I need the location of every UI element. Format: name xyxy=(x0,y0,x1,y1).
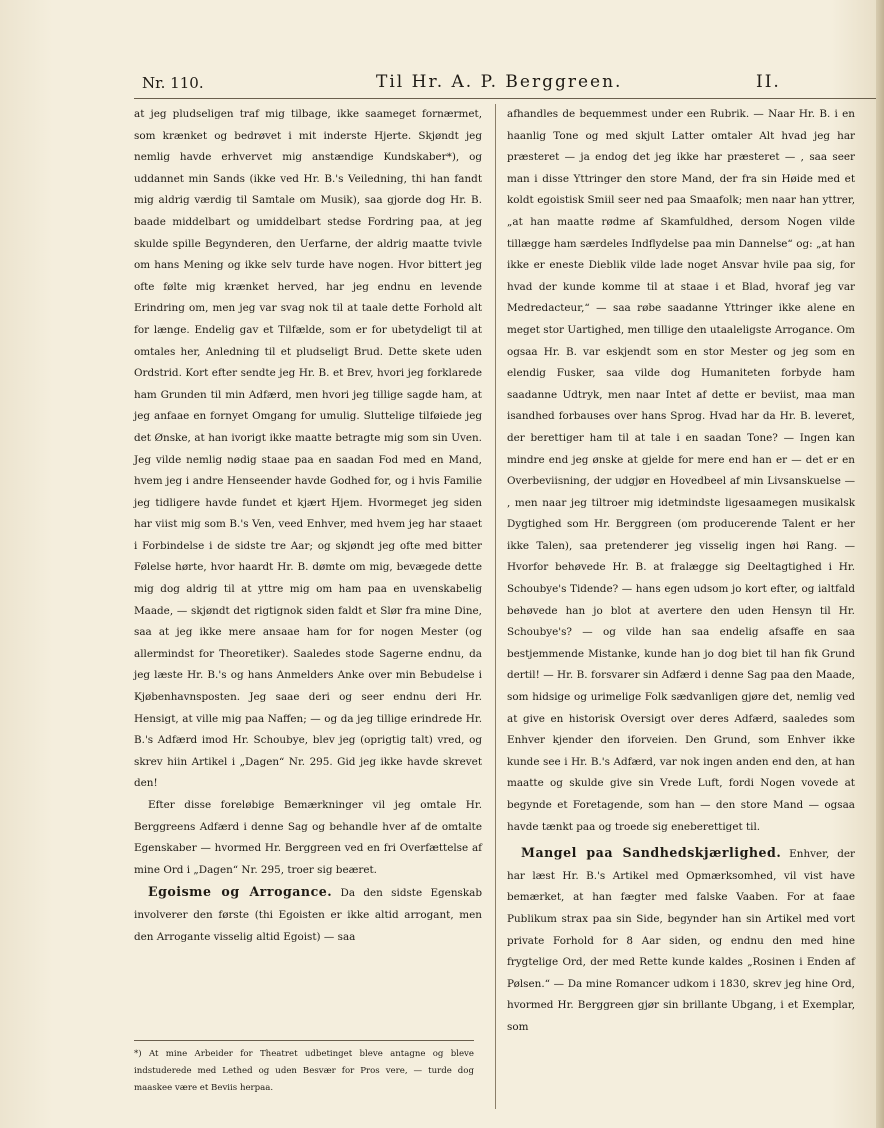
article-part-numeral: II. xyxy=(756,72,781,92)
section-text-sandhed: Enhver, der har læst Hr. B.'s Artikel med Opmærksomhed, vil vist have bemærket, at han fægter med falske Vaaben. For at faae Publikum strax paa sin Side, begynder han sin Artikel med vort private Forhold for 8 Aar siden, og endnu den med hine frygtelige Ord, der med Rette kunde kaldes „Rosinen i Enden af Pølsen.“ — Da mine Romancer udkom i 1830, skrev jeg hine Ord, hvormed Hr. Berggreen gjør sin brillante Ubgang, i et Exemplar, som xyxy=(507,848,855,1033)
left-column xyxy=(134,104,482,948)
left-paragraph-2: Efter disse foreløbige Bemærkninger vil jeg omtale Hr. Berggreens Adfærd i denne Sag og behandle hver af de omtalte Egenskaber — hvormed Hr. Berggreen ved en fri Overfættelse af mine Ord i „Dagen“ Nr. 295, troer sig beæret. xyxy=(134,799,482,876)
section-heading-sandhed: Mangel paa Sandhedskjærlighed. xyxy=(521,845,782,861)
article-title: Til Hr. A. P. Berggreen. xyxy=(376,72,623,92)
section-heading-egoisme: Egoisme og Arrogance. xyxy=(148,884,333,900)
page-edge xyxy=(876,0,884,1128)
footnote: *) At mine Arbeider for Theatret udbetinget bleve antagne og bleve indstuderede med Lethed og uden Besvær for Pros vere, — turde dog maaskee være et Beviis herpaa. xyxy=(134,1049,474,1093)
left-section xyxy=(134,881,482,948)
section-text-egoisme: Da den sidste Egenskab involverer den første (thi Egoisten er ikke altid arrogant, men den Arrogante visselig altid Egoist) — saa xyxy=(134,887,482,943)
right-section xyxy=(507,842,855,1038)
right-paragraph-1: afhandles de bequemmest under een Rubrik. — Naar Hr. B. i en haanlig Tone og med skjult Latter omtaler Alt hvad jeg har præsteret — ja endog det jeg ikke har præsteret — , saa seer man i disse Yttringer den store Mand, der fra sin Høide med et koldt egoistisk Smiil seer ned paa Smaafolk; men naar han yttrer, „at han maatte rødme af Skamfuldhed, dersom Nogen vilde tillægge ham særdeles Indflydelse paa min Dannelse“ og: „at han ikke er eneste Dieblik vilde lade noget Ansvar hvile paa sig, for hvad der kunde komme til at staae i et Blad, hvoraf jeg var Medredacteur,“ — saa røbe saadanne Yttringer ikke alene en meget stor Uartighed, men tillige den utaaleligste Arrogance. Om ogsaa Hr. B. var eskjendt som en stor Mester og jeg som en elendig Fusker, saa vilde dog Humaniteten forbyde ham saadanne Udtryk, men naar Intet af dette er beviist, maa man isandhed forbauses over hans Sprog. Hvad har da Hr. B. leveret, der berettiger ham til at tale i en saadan Tone? — Ingen kan mindre end jeg ønske at gjelde for mere end han er — det er en Overbeviisning, der udgjør en Hovedbeel af min Livsanskuelse — , men naar jeg tiltroer mig idetmindste ligesaamegen musikalsk Dygtighed som Hr. Berggreen (om producerende Talent er her ikke Talen), saa pretenderer jeg visselig ingen høi Rang. — Hvorfor behøvede Hr. B. at fralægge sig Deeltagtighed i Hr. Schoubye's Tidende? — hans egen udsom jo kort efter, og ialtfald behøvede han jo blot at avertere den uden Hensyn til Hr. Schoubye's? — og vilde han saa endelig afsaffe en saa bestjemmende Mistanke, kunde han jo dog biet til han fik Grund dertil! — Hr. B. forsvarer sin Adfærd i denne Sag paa den Maade, som hidsige og urimelige Folk sædvanligen gjøre det, nemlig ved at give en historisk Oversigt over deres Adfærd, saaledes som Enhver kjender den iforveien. Den Grund, som Enhver ikke kunde see i Hr. B.'s Adfærd, var nok ingen anden end den, at han maatte og skulde give sin Vrede Luft, fordi Nogen vovede at begynde et Foretagende, som han — den store Mand — ogsaa havde tænkt paa og troede sig eneberettiget til. xyxy=(507,108,856,833)
issue-number: Nr. 110. xyxy=(142,74,204,92)
page-header xyxy=(118,68,878,98)
right-column xyxy=(507,104,855,1039)
footnote-rule xyxy=(134,1040,474,1041)
left-paragraph-1: at jeg pludseligen traf mig tilbage, ikke saameget fornærmet, som krænket og bedrøvet i mit inderste Hjerte. Skjøndt jeg nemlig havde erhvervet mig anstændige Kundskaber*), og uddannet min Sands (ikke ved Hr. B.'s Veiledning, thi han fandt mig aldrig værdig til Samtale om Musik), saa gjorde dog Hr. B. baade middelbart og umiddelbart stedse Fordring paa, at jeg skulde spille Begynderen, den Uerfarne, der aldrig maatte tvivle om hans Mening og ikke selv turde have nogen. Hvor bittert jeg ofte følte mig krænket herved, har jeg endnu en levende Erindring om, men jeg var svag nok til at taale dette Forhold alt for længe. Endelig gav et Tilfælde, som er for ubetydeligt til at omtales her, Anledning til et pludseligt Brud. Dette skete uden Ordstrid. Kort efter sendte jeg Hr. B. et Brev, hvori jeg forklarede ham Grunden til min Adfærd, men hvori jeg tillige sagde ham, at jeg anfaae en fornyet Omgang for umulig. Sluttelige tilføiede jeg det Ønske, at han ivorigt ikke maatte betragte mig som sin Uven. Jeg vilde nemlig nødig staae paa en saadan Fod med en Mand, hvem jeg i andre Henseender havde Godhed for, og i hvis Familie jeg tidligere havde fundet et kjært Hjem. Hvormeget jeg siden har viist mig som B.'s Ven, veed Enhver, med hvem jeg har staaet i Forbindelse i de sidste tre Aar; og skjøndt jeg ofte med bitter Følelse hørte, hvor haardt Hr. B. dømte om mig, bevægede dette mig dog aldrig til at yttre mig om ham paa en uvenskabelig Maade, — skjøndt det rigtignok siden faldt et Slør fra mine Dine, saa at jeg ikke mere ansaae ham for for nogen Mester (og allermindst for Theoretiker). Saaledes stode Sagerne endnu, da jeg læste Hr. B.'s og hans Anmelders Anke over min Bebudelse i Kjøbenhavnsposten. Jeg saae deri og seer endnu deri Hr. Hensigt, at ville mig paa Naffen; — og da jeg tillige erindrede Hr. B.'s Adfærd imod Hr. Schoubye, blev jeg (oprigtig talt) vred, og skrev hiin Artikel i „Dagen“ Nr. 295. Gid jeg ikke havde skrevet den! xyxy=(134,108,482,790)
column-divider xyxy=(495,104,496,1109)
header-rule xyxy=(134,98,878,99)
